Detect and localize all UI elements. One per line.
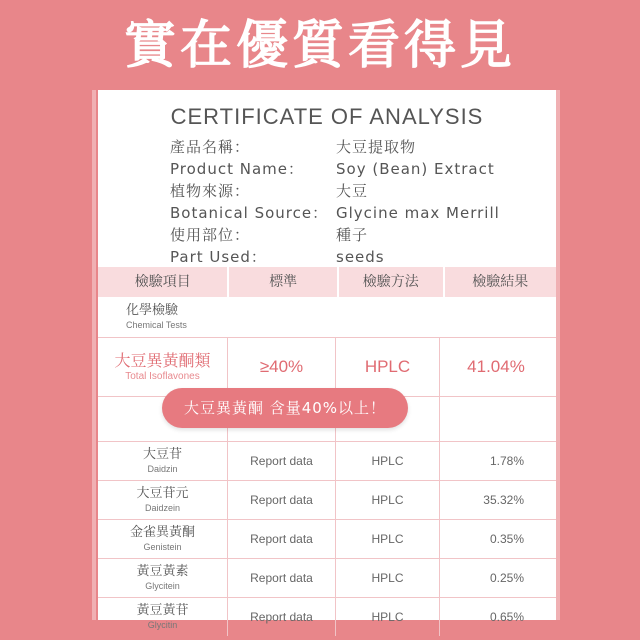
method-value: HPLC: [364, 357, 411, 376]
certificate-title: CERTIFICATE OF ANALYSIS: [170, 104, 484, 129]
item-name-zh: 大豆異黃酮類: [114, 351, 211, 370]
card-edge-left: [92, 90, 96, 620]
info-row-part-used-zh: [170, 224, 500, 246]
info-row-product-name-en: [170, 158, 500, 180]
chemical-tests-zh: 化學檢驗: [126, 303, 179, 318]
info-row-product-name-zh: [170, 136, 500, 158]
method-value: HPLC: [371, 493, 404, 507]
info-label: Botanical Source：: [170, 204, 329, 222]
table-row: [98, 597, 556, 636]
table-row: [98, 519, 556, 558]
headline: 實在優質看得見: [123, 16, 516, 76]
table-row: [98, 441, 556, 480]
method-value: HPLC: [371, 610, 404, 624]
info-row-part-used-en: [170, 246, 500, 268]
info-label: 植物來源：: [170, 182, 251, 200]
header-standard: 標準: [229, 267, 339, 297]
info-value: 種子: [336, 226, 369, 244]
isoflavone-content-badge: 大豆異黃酮 含量40%以上！: [162, 388, 408, 428]
header-result: 檢驗結果: [472, 274, 529, 290]
item-name-en: Genistein: [143, 542, 182, 552]
result-value: 41.04%: [467, 357, 525, 376]
chemical-tests-cell: [98, 297, 228, 337]
item-name-en: Glycitin: [147, 620, 178, 630]
item-name-zh: 黃豆黃素: [136, 564, 189, 579]
result-value: 0.25%: [489, 571, 524, 585]
method-value: HPLC: [371, 532, 404, 546]
table-row-chemical-tests: [98, 297, 556, 337]
info-value: Soy (Bean) Extract: [336, 160, 495, 178]
table-row: [98, 480, 556, 519]
info-label: Product Name：: [170, 160, 304, 178]
info-value: seeds: [336, 248, 385, 266]
standard-value: Report data: [250, 610, 313, 624]
info-value: 大豆提取物: [336, 138, 417, 156]
header-method: 檢驗方法: [339, 267, 445, 297]
item-name-en: Daidzin: [147, 464, 178, 474]
table-row: [98, 558, 556, 597]
result-value: 0.35%: [489, 532, 524, 546]
item-name-en: Total Isoflavones: [125, 371, 200, 382]
standard-value: Report data: [250, 493, 313, 507]
method-value: HPLC: [371, 454, 404, 468]
header-test-item: 檢驗項目: [98, 267, 229, 297]
standard-value: ≥40%: [259, 357, 304, 376]
card-edge-right: [556, 90, 560, 620]
item-name-en: Glycitein: [145, 581, 180, 591]
info-label: 使用部位：: [170, 226, 251, 244]
item-name-zh: 大豆苷元: [136, 486, 189, 501]
result-value: 0.65%: [489, 610, 524, 624]
item-name-zh: 金雀異黃酮: [129, 525, 195, 540]
item-name-en: Daidzein: [144, 503, 181, 513]
chemical-tests-en: Chemical Tests: [126, 320, 187, 330]
info-row-botanical-source-en: [170, 202, 500, 224]
result-value: 1.78%: [489, 454, 524, 468]
info-value: Glycine max Merrill: [336, 204, 500, 222]
analysis-table: [98, 267, 556, 636]
result-value: 35.32%: [483, 493, 524, 507]
item-name-zh: 大豆苷: [142, 447, 182, 462]
info-label: Part Used：: [170, 248, 267, 266]
table-header: [98, 267, 556, 297]
standard-value: Report data: [250, 571, 313, 585]
info-label: 產品名稱：: [170, 138, 251, 156]
standard-value: Report data: [250, 454, 313, 468]
info-value: 大豆: [336, 182, 369, 200]
product-info: [170, 136, 500, 268]
item-name-zh: 黃豆黃苷: [136, 603, 189, 618]
info-row-botanical-source-zh: [170, 180, 500, 202]
standard-value: Report data: [250, 532, 313, 546]
method-value: HPLC: [371, 571, 404, 585]
result-cell: [440, 338, 552, 396]
